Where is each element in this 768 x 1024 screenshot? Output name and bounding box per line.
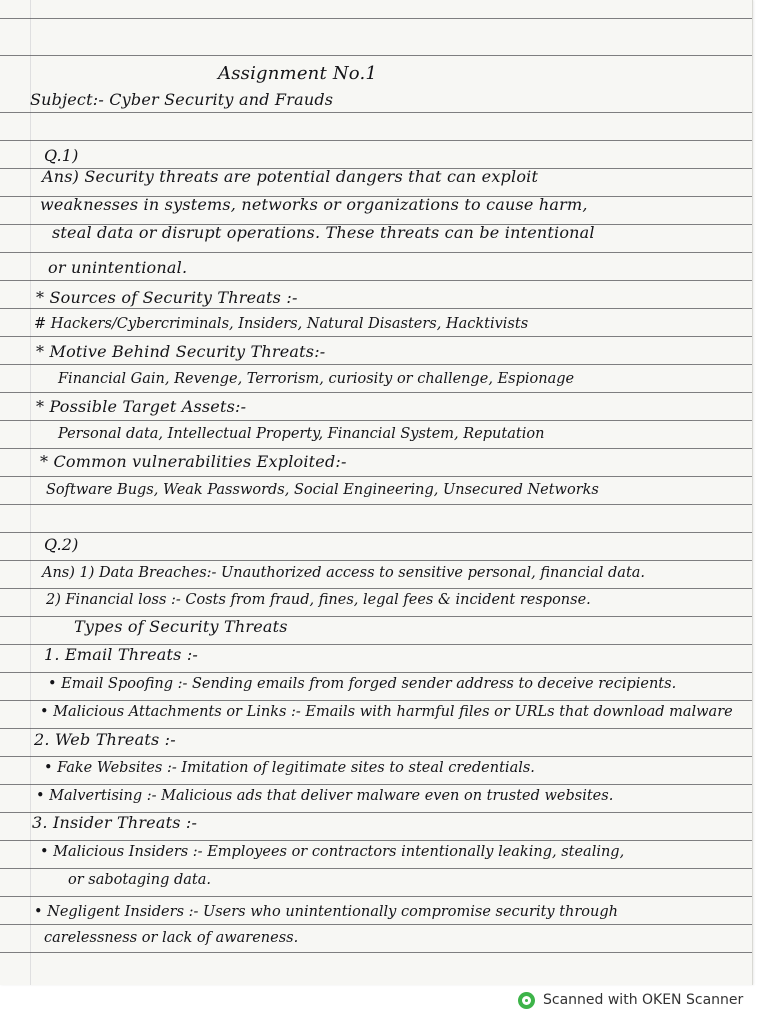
answer-text-line: # Hackers/Cybercriminals, Insiders, Natural Disasters, Hacktivists [34, 316, 529, 332]
section-heading: 1. Email Threats :- [44, 645, 199, 664]
ruled-line [0, 308, 752, 309]
ruled-line [0, 868, 752, 869]
answer-text-line: Ans) Security threats are potential dangers that can exploit [42, 167, 539, 186]
ruled-line [0, 476, 752, 477]
answer-text-line: Software Bugs, Weak Passwords, Social Engineering, Unsecured Networks [46, 482, 599, 498]
list-item: • Malicious Insiders :- Employees or contractors intentionally leaking, stealing, [40, 844, 625, 860]
ruled-line [0, 280, 752, 281]
answer-text-line: Ans) 1) Data Breaches:- Unauthorized access to sensitive personal, financial data. [42, 565, 646, 581]
ruled-line [0, 532, 752, 533]
ruled-line [0, 700, 752, 701]
answer-text-line: weaknesses in systems, networks or organizations to cause harm, [40, 195, 588, 214]
answer-text-line: 2) Financial loss :- Costs from fraud, fines, legal fees & incident response. [46, 592, 591, 608]
ruled-line [0, 896, 752, 897]
ruled-line [0, 784, 752, 785]
section-heading: * Sources of Security Threats :- [36, 288, 298, 307]
ruled-line [0, 140, 752, 141]
answer-text-line: or unintentional. [48, 258, 188, 277]
list-item: • Email Spoofing :- Sending emails from forged sender address to deceive recipients. [48, 676, 677, 692]
section-heading: 3. Insider Threats :- [32, 813, 198, 832]
section-heading: * Possible Target Assets:- [36, 397, 247, 416]
scanner-watermark [518, 990, 743, 1010]
ruled-line [0, 756, 752, 757]
ruled-line [0, 952, 752, 953]
answer-text-line: steal data or disrupt operations. These threats can be intentional [52, 223, 595, 242]
ruled-line [0, 840, 752, 841]
ruled-line [0, 112, 752, 113]
ruled-line [0, 728, 752, 729]
ruled-line [0, 336, 752, 337]
subject-line: Subject:- Cyber Security and Frauds [30, 90, 334, 109]
question-2-label: Q.2) [44, 535, 79, 554]
ruled-line [0, 252, 752, 253]
ruled-line [0, 448, 752, 449]
list-item: • Malvertising :- Malicious ads that deliver malware even on trusted websites. [36, 788, 614, 804]
ruled-line [0, 924, 752, 925]
list-item: • Negligent Insiders :- Users who unintentionally compromise security through [34, 904, 619, 920]
ruled-line [0, 560, 752, 561]
ruled-line [0, 18, 752, 19]
list-item: • Fake Websites :- Imitation of legitimate sites to steal credentials. [44, 760, 535, 776]
list-item: or sabotaging data. [68, 872, 211, 888]
section-heading: 2. Web Threats :- [34, 730, 176, 749]
scanner-watermark-text: Scanned with OKEN Scanner [543, 992, 744, 1008]
ruled-line [0, 672, 752, 673]
section-heading: Types of Security Threats [74, 617, 288, 636]
page-margin-line [30, 0, 31, 985]
assignment-title: Assignment No.1 [218, 63, 378, 84]
list-item: • Malicious Attachments or Links :- Emails with harmful files or URLs that download malware [40, 704, 733, 720]
ruled-line [0, 504, 752, 505]
ruled-line [0, 392, 752, 393]
section-heading: * Motive Behind Security Threats:- [36, 342, 326, 361]
oken-scanner-logo-icon [518, 992, 535, 1009]
list-item: carelessness or lack of awareness. [44, 930, 299, 946]
section-heading: * Common vulnerabilities Exploited:- [40, 452, 347, 471]
question-1-label: Q.1) [44, 146, 79, 165]
ruled-line [0, 420, 752, 421]
answer-text-line: Personal data, Intellectual Property, Financial System, Reputation [58, 426, 545, 442]
answer-text-line: Financial Gain, Revenge, Terrorism, curiosity or challenge, Espionage [58, 371, 575, 387]
ruled-line [0, 588, 752, 589]
ruled-line [0, 364, 752, 365]
ruled-line [0, 55, 752, 56]
